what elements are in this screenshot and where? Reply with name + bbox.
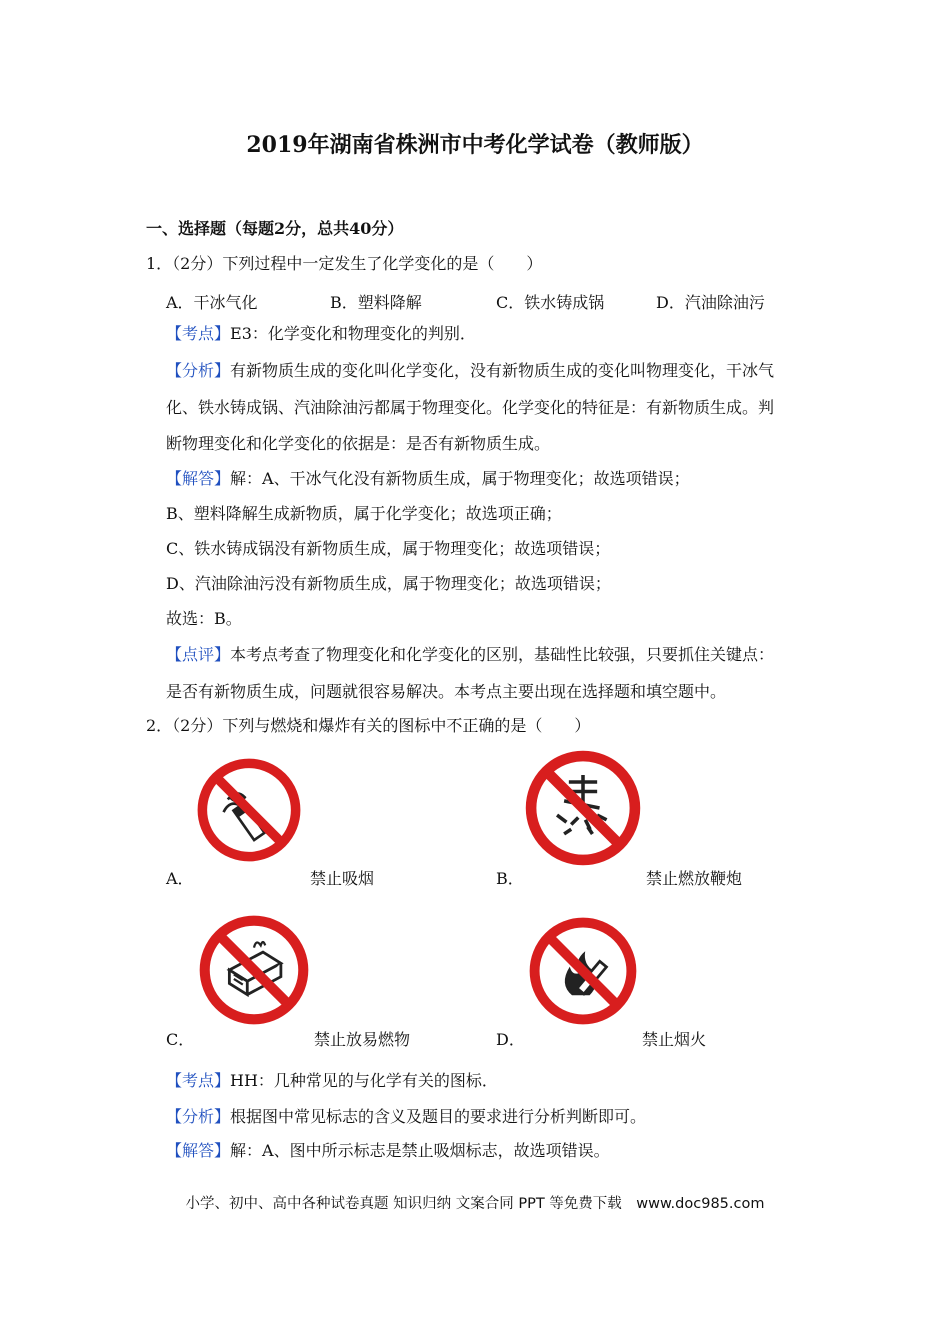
q1-dianping-line-1 <box>166 645 774 665</box>
q2-kaodian <box>166 1071 498 1091</box>
jieda-text: 解：A、图中所示标志是禁止吸烟标志，故选项错误。 <box>230 1141 610 1160</box>
jieda-tag: 【解答】 <box>166 469 231 488</box>
fenxi-tag: 【分析】 <box>166 361 231 380</box>
q2-option-a-letter: A． <box>166 869 194 888</box>
q2-fenxi <box>166 1107 646 1127</box>
no-flammables-icon <box>198 914 310 1026</box>
section-heading: 一、选择题（每题2分，总共40分） <box>146 219 404 238</box>
q1-fenxi-line-2: 化、铁水铸成锅、汽油除油污都属于物理变化。化学变化的特征是：有新物质生成。判 <box>166 398 775 417</box>
q2-option-b-caption: 禁止燃放鞭炮 <box>646 869 743 888</box>
dianping-tag: 【点评】 <box>166 645 231 664</box>
q2-option-d-letter: D． <box>496 1030 525 1049</box>
q1-fenxi-line-3: 断物理变化和化学变化的依据是：是否有新物质生成。 <box>166 434 551 453</box>
fenxi-tag: 【分析】 <box>166 1107 231 1126</box>
fenxi-text: 根据图中常见标志的含义及题目的要求进行分析判断即可。 <box>230 1107 647 1126</box>
kaodian-tag: 【考点】 <box>166 1071 231 1090</box>
jieda-tag: 【解答】 <box>166 1141 231 1160</box>
jieda-text: 解：A、干冰气化没有新物质生成，属于物理变化；故选项错误； <box>230 469 690 488</box>
q1-jieda-line-4: D、汽油除油污没有新物质生成，属于物理变化；故选项错误； <box>166 574 611 593</box>
q2-option-a-caption: 禁止吸烟 <box>310 869 375 888</box>
kaodian-text: HH：几种常见的与化学有关的图标． <box>230 1071 498 1090</box>
page-title: 2019年湖南省株洲市中考化学试卷（教师版） <box>246 132 704 158</box>
q2-option-c-caption: 禁止放易燃物 <box>314 1030 411 1049</box>
q1-jieda-line-1 <box>166 469 690 489</box>
q2-option-b-letter: B． <box>496 869 524 888</box>
q1-stem: 1．（2分）下列过程中一定发生了化学变化的是（ ） <box>146 254 543 273</box>
fenxi-text: 有新物质生成的变化叫化学变化，没有新物质生成的变化叫物理变化，干冰气 <box>230 361 775 380</box>
q2-jieda <box>166 1141 610 1161</box>
q1-option-b: B．塑料降解 <box>330 293 422 312</box>
q2-option-d-caption: 禁止烟火 <box>642 1030 707 1049</box>
no-open-flame-icon <box>528 916 638 1026</box>
q1-option-a: A．干冰气化 <box>166 293 258 312</box>
q1-option-d: D．汽油除油污 <box>656 293 765 312</box>
kaodian-tag: 【考点】 <box>166 324 231 343</box>
kaodian-text: E3：化学变化和物理变化的判别． <box>230 324 476 343</box>
q1-jieda-line-2: B、塑料降解生成新物质，属于化学变化；故选项正确； <box>166 504 562 523</box>
q1-option-c: C．铁水铸成锅 <box>496 293 605 312</box>
dianping-text: 本考点考查了物理变化和化学变化的区别，基础性比较强，只要抓住关键点： <box>230 645 775 664</box>
q1-jieda-line-5: 故选：B。 <box>166 609 242 628</box>
q1-kaodian <box>166 324 476 344</box>
q1-jieda-line-3: C、铁水铸成锅没有新物质生成，属于物理变化；故选项错误； <box>166 539 611 558</box>
no-firecrackers-icon <box>524 749 642 867</box>
q2-option-c-letter: C． <box>166 1030 195 1049</box>
q1-fenxi-line-1 <box>166 361 774 381</box>
q2-stem: 2．（2分）下列与燃烧和爆炸有关的图标中不正确的是（ ） <box>146 716 591 735</box>
footer-text: 小学、初中、高中各种试卷真题 知识归纳 文案合同 PPT 等免费下载 www.doc985.com <box>185 1196 765 1212</box>
q1-dianping-line-2: 是否有新物质生成，问题就很容易解决。本考点主要出现在选择题和填空题中。 <box>166 682 727 701</box>
no-smoking-icon <box>196 757 302 863</box>
